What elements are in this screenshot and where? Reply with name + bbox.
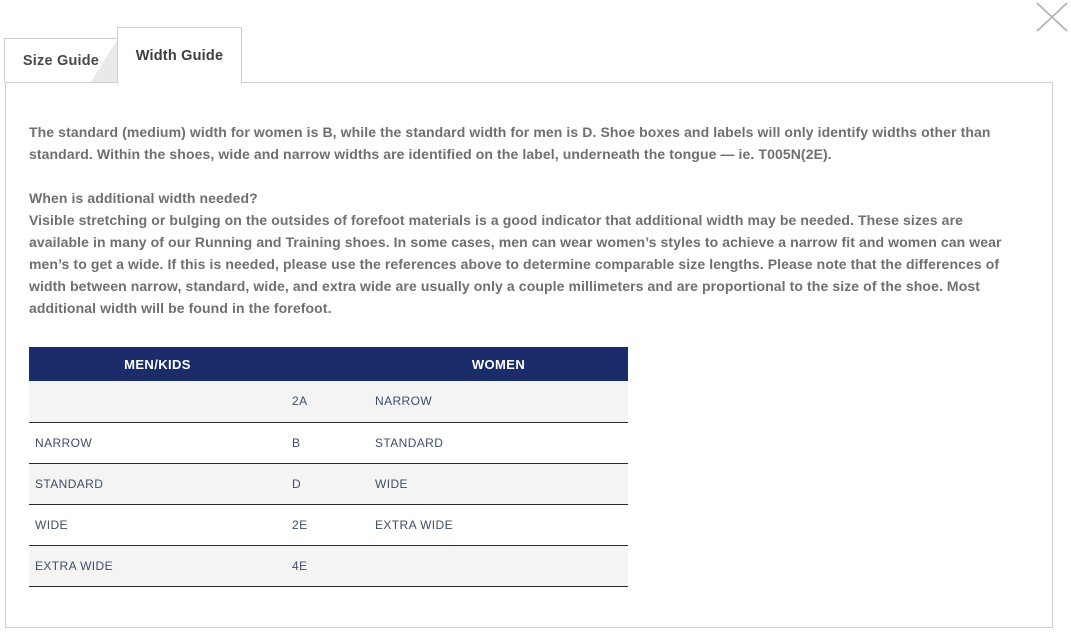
width-table-header (29, 347, 628, 381)
tab-size-guide[interactable] (4, 38, 118, 82)
table-row (29, 422, 628, 463)
width-guide-panel (5, 82, 1053, 628)
tab-size-guide-label: Size Guide (22, 52, 100, 69)
close-icon (1034, 1, 1070, 35)
close-button[interactable] (1034, 1, 1070, 35)
table-cell: D (286, 463, 369, 504)
width-question: When is additional width needed? (29, 190, 258, 206)
column-header-women: WOMEN (369, 347, 628, 381)
table-cell: 2E (286, 504, 369, 545)
table-cell: B (286, 422, 369, 463)
table-cell: WIDE (369, 463, 628, 504)
table-cell: EXTRA WIDE (29, 545, 286, 586)
tab-width-guide[interactable] (117, 27, 242, 84)
explanation-paragraph: Visible stretching or bulging on the outsides of forefoot materials is a good indicator that additional width may be needed. These sizes are available in many of our Running and Training shoes. In some cases, men can wear women’s styles to achieve a narrow fit and women can wear men’s to get a wide. If this is needed, please use the references above to determine comparable size lengths. Please note that the differences of width between narrow, standard, wide, and extra wide are usually only a couple millimeters and are proportional to the size of the shoe. Most additional width will be found in the forefoot. (29, 212, 1002, 316)
column-header-empty (286, 347, 369, 381)
table-row (29, 463, 628, 504)
table-cell: WIDE (29, 504, 286, 545)
table-cell: EXTRA WIDE (369, 504, 628, 545)
table-cell (29, 381, 286, 422)
tab-width-guide-label: Width Guide (135, 48, 224, 64)
table-row (29, 545, 628, 586)
table-row (29, 381, 628, 422)
table-cell: 2A (286, 381, 369, 422)
table-cell (369, 545, 628, 586)
width-comparison-table (29, 347, 628, 587)
intro-paragraph: The standard (medium) width for women is B, while the standard width for men is D. Shoe boxes and labels will only identify widths other than standard. Within the shoes, wide and narrow widths are identified on the label, underneath the tongue — ie. T005N(2E). (29, 124, 991, 162)
table-cell: STANDARD (369, 422, 628, 463)
table-cell: 4E (286, 545, 369, 586)
table-cell: NARROW (29, 422, 286, 463)
table-row (29, 504, 628, 545)
table-cell: STANDARD (29, 463, 286, 504)
table-cell: NARROW (369, 381, 628, 422)
tab-fold-decoration (91, 40, 117, 82)
column-header-men-kids: MEN/KIDS (29, 347, 286, 381)
